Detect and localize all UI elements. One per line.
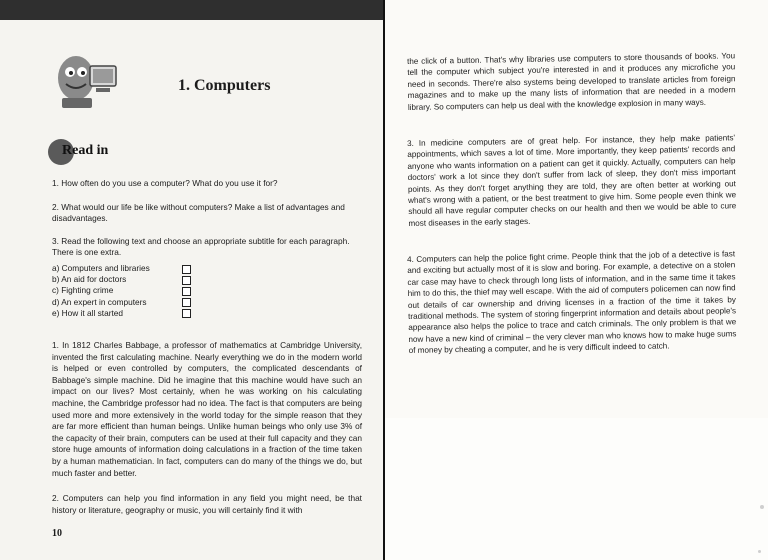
subtitle-option xyxy=(52,263,202,274)
subtitle-option xyxy=(52,297,202,308)
dust-speck xyxy=(760,505,764,509)
checkbox-icon[interactable] xyxy=(182,276,191,285)
left-page xyxy=(0,0,383,560)
subtitle-option-label: d) An expert in computers xyxy=(52,296,147,307)
checkbox-icon[interactable] xyxy=(182,265,191,274)
subtitle-options xyxy=(52,263,202,319)
question-1: 1. How often do you use a computer? What do you use it for? xyxy=(52,178,278,188)
paragraph-4: 4. Computers can help the police fight crime. People think that the job of a detective is fast and exciting but actually most of it is slow and boring. For example, a detective on a stolen car case may have to check through long lists of information, and in the same time it takes him to do this, the thief may well escape. With the aid of computers policemen can now find out details of car ownership and driving licenses in a fraction of the time it takes by traditional methods. The system of storing fingerprint information and details about people's appearance also helps the police to trace and catch criminals. The only problem is that we now have a new kind of criminal – the very clever man who knows how to make huge sums of money by cheating a computer, and he is very difficult indeed to catch. xyxy=(407,249,737,356)
read-in-label: Read in xyxy=(62,143,109,158)
subtitle-option-label: b) An aid for doctors xyxy=(52,274,127,285)
subtitle-option-label: a) Computers and libraries xyxy=(52,263,150,273)
checkbox-icon[interactable] xyxy=(182,309,191,318)
page-top-shadow xyxy=(0,0,383,20)
paragraph-2-continued: the click of a button. That's why libraries use computers to store thousands of books. You tell the computer which subject you're interested in and it produces any microfiche you need in seconds. There're also systems being developed to translate articles from foreign magazines and to make up the many lists of information that are needed in a modern library. So computers can help us deal with the knowledge explosion in many ways. xyxy=(407,51,736,112)
right-page xyxy=(385,0,768,560)
subtitle-option xyxy=(52,285,202,296)
blank-area xyxy=(385,418,768,560)
paragraph-1: 1. In 1812 Charles Babbage, a professor of mathematics at Cambridge University, invented the first calculating machine. Nearly everything we do in the modern world is helped or even controlled by computers, the complicated descendants of Babbage's simple machine. Did he imagine that this machine would have such an impact on our lives? Most certainly, when he was working on his calculating machine, the Cambridge professor had no idea. The fact is that computers are being used more and more extensively in the world today for the simple reason that they are far more efficient than human beings. Unlike human beings who only use 3% of the capacity of their brain, computers can be used at their full capacity and they can store huge amounts of information doing calculations in a fraction of the time taken by a human mathematician. In fact, computers can do many of the things we do, but much faster and better. xyxy=(52,340,362,478)
paragraph-3: 3. In medicine computers are of great help. For instance, they help make patients' appointments, which saves a lot of time. More importantly, they keep patients' records and anyone who wants information on a patient can get it quickly. Actually, computers can help doctors' work a lot since they don't suffer from lack of sleep, they don't miss important points. As they don't forget anything they are told, they are often better at working out what's wrong with a patient, or the best treatment to give him. Some people even think we should all have regular computer checks on our health and then we would be able to cure most diseases in the early stages. xyxy=(407,133,737,228)
computer-mascot-icon xyxy=(52,48,122,118)
subtitle-option-label: e) How it all started xyxy=(52,307,124,318)
checkbox-icon[interactable] xyxy=(182,287,191,296)
subtitle-option xyxy=(52,308,202,319)
subtitle-option xyxy=(52,274,202,285)
paragraph-2: 2. Computers can help you find information in any field you might need, be that history or literature, geography or music, you will certainly find it with xyxy=(52,493,362,515)
dust-speck xyxy=(758,550,761,553)
subtitle-option-label: c) Fighting crime xyxy=(52,285,114,296)
checkbox-icon[interactable] xyxy=(182,298,191,307)
lesson-title: 1. Computers xyxy=(178,77,271,94)
page-number: 10 xyxy=(52,528,62,539)
question-3: 3. Read the following text and choose an appropriate subtitle for each paragraph. There is one extra. xyxy=(52,236,350,257)
question-2: 2. What would our life be like without computers? Make a list of advantages and disadvantages. xyxy=(52,202,345,223)
